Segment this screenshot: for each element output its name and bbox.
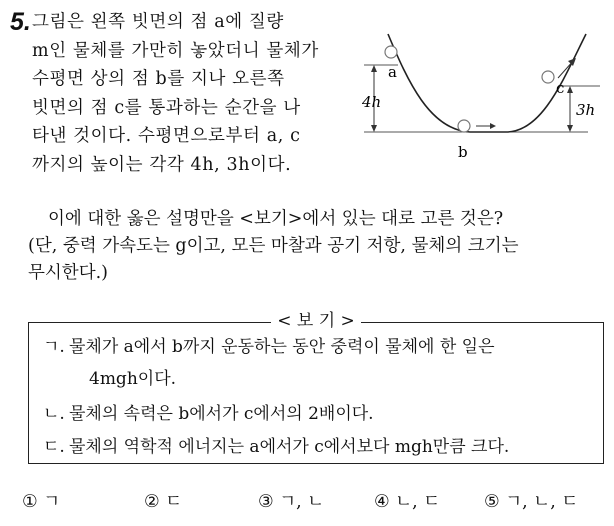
label-b: b	[458, 143, 468, 161]
item-marker: ㄴ.	[43, 404, 65, 424]
arrowhead-icon	[490, 123, 496, 129]
arrowhead-icon	[567, 86, 573, 93]
item-text: 물체의 역학적 에너지는 a에서가 c에서보다 mgh만큼 크다.	[69, 437, 510, 457]
intro-line: 수평면 상의 점 b를 지나 오른쪽	[32, 69, 285, 89]
choice-text: ㄱ	[43, 492, 61, 512]
bogi-item	[43, 336, 495, 358]
intro-line: m인 물체를 가만히 놓았더니 물체가	[32, 40, 319, 61]
choice-1[interactable]	[22, 488, 60, 513]
choice-5[interactable]	[484, 488, 578, 513]
track-figure	[358, 20, 610, 170]
question-intro	[32, 8, 362, 179]
object-at-b	[458, 120, 470, 132]
choice-text: ㄷ	[165, 492, 183, 512]
choice-number: ①	[22, 492, 38, 512]
choice-number: ③	[258, 492, 274, 512]
bogi-item	[43, 403, 374, 425]
bogi-title: < 보 기 >	[271, 311, 361, 331]
choice-text: ㄴ, ㄷ	[395, 492, 441, 512]
label-c: c	[556, 79, 565, 97]
arrowhead-icon	[371, 125, 377, 132]
arrowhead-icon	[371, 65, 377, 72]
choice-3[interactable]	[258, 488, 324, 513]
prompt-line: (단, 중력 가속도는 g이고, 모든 마찰과 공기 저항, 물체의 크기는	[28, 236, 519, 256]
item-text: 물체의 속력은 b에서가 c에서의 2배이다.	[69, 404, 374, 424]
item-marker: ㄱ.	[43, 337, 65, 357]
bogi-box	[28, 311, 604, 464]
choice-4[interactable]	[374, 488, 440, 513]
prompt-line: 이에 대한 옳은 설명만을 <보기>에서 있는 대로 고른 것은?	[48, 209, 504, 229]
choice-number: ⑤	[484, 492, 500, 512]
choice-number: ②	[144, 492, 160, 512]
choice-text: ㄱ, ㄴ	[279, 492, 325, 512]
choice-text: ㄱ, ㄴ, ㄷ	[505, 492, 579, 512]
intro-line: 그림은 왼쪽 빗면의 점 a에 질량	[32, 12, 284, 32]
object-at-c	[542, 71, 554, 83]
choice-2[interactable]	[144, 488, 182, 513]
height-c-label: 3h	[576, 101, 596, 119]
choice-number: ④	[374, 492, 390, 512]
prompt-line: 무시한다.)	[28, 263, 109, 283]
item-marker: ㄷ.	[43, 437, 65, 457]
arrowhead-icon	[567, 125, 573, 132]
question-number: 5.	[10, 8, 31, 36]
label-a: a	[388, 63, 397, 81]
item-text: 물체가 a에서 b까지 운동하는 동안 중력이 물체에 한 일은	[69, 337, 495, 357]
intro-line: 까지의 높이는 각각 4h, 3h이다.	[32, 154, 292, 175]
intro-line: 빗면의 점 c를 통과하는 순간을 나	[32, 97, 301, 118]
object-at-a	[385, 46, 397, 58]
height-a-label: 4h	[362, 93, 382, 111]
intro-line: 타낸 것이다. 수평면으로부터 a, c	[32, 126, 301, 146]
question-prompt	[28, 206, 608, 287]
bogi-item	[43, 436, 509, 458]
bogi-item-continuation: 4mgh이다.	[89, 369, 177, 389]
